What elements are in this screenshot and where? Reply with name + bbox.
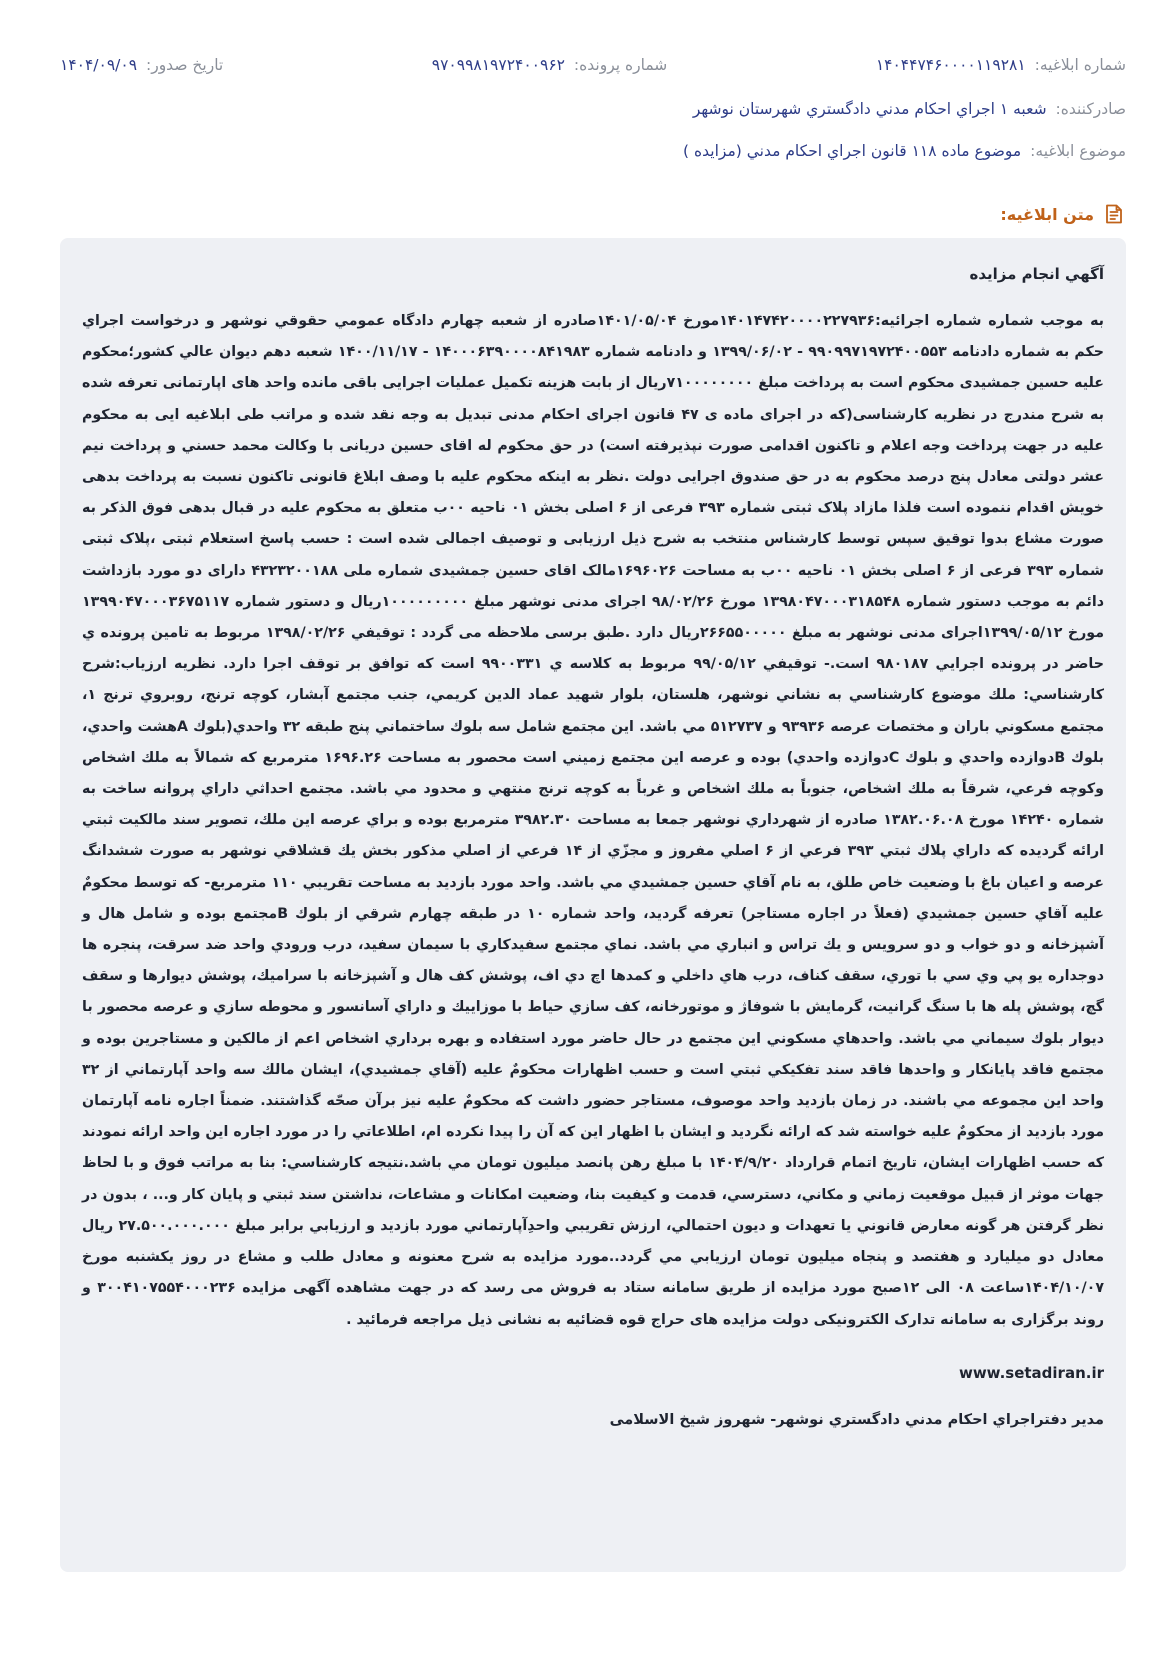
notice-heading: آگهي انجام مزايده [969, 265, 1104, 283]
issuer-value: شعبه ۱ اجراي احکام مدني دادگستري شهرستان نوشهر [692, 100, 1047, 118]
notice-number-label: شماره ابلاغيه: [1034, 56, 1126, 74]
notice-body: به موجب شماره شماره اجرائيه:۱۴۰۱۴۷۴۲۰۰۰۰۲۲۷۹۳۶مورخ ۱۴۰۱/۰۵/۰۴صادره از شعبه چهارم دادگاه عمومي حقوقي نوشهر و درخواست اجراي حکم به شماره دادنامه ۹۹۰۹۹۷۱۹۷۲۴۰۰۵۵۳ - ۱۳۹۹/۰۶/۰۲ و دادنامه شماره ۱۴۰۰۰۶۳۹۰۰۰۰۸۴۱۹۸۳ - ۱۴۰۰/۱۱/۱۷ شعبه دهم ديوان عالي کشور؛محکوم عليه حسين جمشيدی محکوم است به پرداخت مبلغ ۷۱۰۰۰۰۰۰۰۰ريال از بابت هزينه تکميل عمليات اجرايی باقی مانده واحد های اپارتمانی تعرفه شده به شرح مندرج در نظريه کارشناسی(که در اجرای ماده ی ۴۷ قانون اجرای احکام مدنی تبديل به وجه نقد شده و مراتب طی ابلاغيه ايی به محکوم عليه در جهت پرداخت وجه اعلام و تاکنون اقدامی صورت نپذيرفته است) در حق محکوم له اقای حسين دريانی با وکالت محمد حسني و پرداخت نيم عشر دولتی معادل پنج درصد محکوم به در حق صندوق اجرايی دولت .نظر به اينکه محکوم عليه با وصف ابلاغ قانونی تاکنون نسبت به پرداخت بدهی خويش اقدام ننموده است فلذا مازاد پلاک ثبتی شماره ۳۹۳ فرعی از ۶ اصلی بخش ۰۱ ناحيه ۰۰ب متعلق به محکوم عليه در قبال بدهی فوق الذکر به صورت مشاع بدوا توقيق سپس توسط کارشناس منتخب به شرح ذيل ارزيابی و توصيف اجمالی شده است : حسب پاسخ استعلام ثبتی ،پلاک ثبتی شماره ۳۹۳ فرعی از ۶ اصلی بخش ۰۱ ناحيه ۰۰ب به مساحت ۱۶۹۶۰۲۶مالک اقای حسين جمشيدی شماره ملی ۴۳۲۳۲۰۰۱۸۸ دارای دو مورد بازداشت دائم به موجب دستور شماره ۱۳۹۸۰۴۷۰۰۰۳۱۸۵۴۸ مورخ ۹۸/۰۲/۲۶ اجرای مدنی نوشهر مبلغ ۱۰۰۰۰۰۰۰۰۰ريال و دستور شماره ۱۳۹۹۰۴۷۰۰۰۳۶۷۵۱۱۷ مورخ ۱۳۹۹/۰۵/۱۲اجرای مدنی نوشهر به مبلغ ۲۶۶۵۵۰۰۰۰۰ريال دارد .طبق برسی ملاحظه می گردد : توقيفي ۱۳۹۸/۰۲/۲۶ مربوط به تامين پرونده ي حاضر در پرونده اجرايي ۹۸۰۱۸۷ است.- توقيفي ۹۹/۰۵/۱۲ مربوط به کلاسه ي ۹۹۰۰۳۳۱ است كه توافق بر توقف اجرا دارد. نظريه ارزياب:شرح کارشناسي: ملك موضوع كارشناسي به نشاني نوشهر، هلستان، بلوار شهيد عماد الدين كريمي، جنب مجتمع آبشار، كوچه ترنج، روبروي ترنج ۱، مجتمع مسكوني باران و مختصات عرصه ۹۳۹۳۶ و ۵۱۲۷۳۷ مي باشد. اين مجتمع شامل سه بلوك ساختماني پنج طبقه ۳۲ واحدي(بلوك Aهشت واحدي، بلوك Bدوازده واحدي و بلوك Cدوازده واحدي) بوده و عرصه اين مجتمع زميني است محصور به مساحت ۱۶۹۶.۲۶ مترمربع كه شمالاً به ملك اشخاص وكوچه فرعي، شرقاً به ملك اشخاص، جنوباً به ملك اشخاص و غرباً به كوچه ترنج منتهي و محدود مي باشد. مجتمع احداثي داراي پروانه ساخت به شماره ۱۴۲۴۰ مورخ ۱۳۸۲.۰۶.۰۸ صادره از شهرداري نوشهر جمعا به مساحت ۳۹۸۲.۳۰ مترمربع بوده و براي عرصه اين ملك، تصوير سند مالكيت ثبتي ارائه گرديده كه داراي پلاك ثبتي ۳۹۳ فرعي از ۶ اصلي مفروز و مجزّي از ۱۴ فرعي از اصلي مذكور بخش يك قشلاقي نوشهر به صورت ششدانگ عرصه و اعيان باغ با وضعيت خاص طلق، به نام آقاي حسين جمشيدي مي باشد. واحد مورد بازديد به مساحت تقريبي ۱۱۰ مترمربع- كه توسط محكومٌ عليه آقاي حسين جمشيدي (فعلاً در اجاره مستاجر) تعرفه گرديد، واحد شماره ۱۰ در طبقه چهارم شرقي از بلوك Bمجتمع بوده و شامل هال و آشپزخانه و دو خواب و دو سرويس و يك تراس و انباري مي باشد. نماي مجتمع سفيدكاري با سيمان سفيد، درب ورودي واحد ضد سرقت، پنجره ها دوجداره يو پي وي سي با توري، سقف كناف، درب هاي داخلي و كمدها اچ دي اف، پوشش كف هال و آشپزخانه با سراميك، پوشش ديوارها و سقف گچ، پوشش پله ها با سنگ گرانيت، گرمايش با شوفاژ و موتورخانه، كف سازي حياط با موزاييك و داراي آسانسور و محوطه سازي و عرصه محصور با ديوار بلوك سيماني مي باشد. واحدهاي مسكوني اين مجتمع در حال حاضر مورد استفاده و بهره برداري اشخاص اعم از مالكين و مستاجرين بوده و مجتمع فاقد پايانكار و واحدها فاقد سند تفكيكي ثبتي است و حسب اظهارات محكومٌ عليه (آقاي جمشيدي)، ايشان مالك سه واحد آپارتماني از ۳۲ واحد اين مجموعه مي باشند. در زمان بازديد واحد موصوف، مستاجر حضور داشت كه محكومٌ عليه نيز برآن صحّه گذاشتند. ضمناً اجاره نامه آپارتمان مورد بازديد از محكومٌ عليه خواسته شد كه ارائه نگرديد و ايشان با اظهار اين كه آن را پيدا نكرده ام، اطلاعاتي را در مورد اجاره اين واحد ارائه نمودند كه حسب اظهارات ايشان، تاريخ اتمام قرارداد ۱۴۰۴/۹/۲۰ با مبلغ رهن پانصد ميليون تومان مي باشد.نتيجه كارشناسي: بنا به مراتب فوق و با لحاظ جهات موثر از قبيل موقعيت زماني و مكاني، دسترسي، قدمت و كيفيت بنا، وضعيت امكانات و مشاعات، نداشتن سند ثبتي و پايان كار و... ، بدون در نظر گرفتن هر گونه معارض قانوني يا تعهدات و ديون احتمالي، ارزش تقريبي واحدِآپارتماني مورد بازديد و ارزيابي برابر مبلغ ۲۷.۵۰۰.۰۰۰.۰۰۰ ريال معادل دو ميليارد و هفتصد و پنجاه ميليون تومان ارزيابي مي گردد..مورد مزايده به شرح معنونه و معادل طلب و مشاع در روز يکشنبه مورخ ۱۴۰۴/۱۰/۰۷ساعت ۰۸ الی ۱۲صبح مورد مزايده از طريق سامانه ستاد به فروش می رسد که در جهت مشاهده آگهی مزايده ۳۰۰۴۱۰۷۵۵۴۰۰۰۲۳۶ و روند برگزاری به سامانه تدارک الکترونيکی دولت مزايده های حراج قوه قضائيه به نشانی ذيل مراجعه فرمائيد . [82, 313, 1105, 1328]
issue-date-value: ۱۴۰۴/۰۹/۰۹ [60, 56, 138, 74]
issuer-row [60, 100, 1126, 118]
issue-date-label: تاريخ صدور: [145, 56, 224, 74]
notice-number-value: ۱۴۰۴۴۷۴۶۰۰۰۰۱۱۹۲۸۱ [875, 56, 1026, 74]
section-title-text: متن ابلاغيه: [1000, 204, 1094, 224]
setad-link-text[interactable]: www.setadiran.ir [958, 1363, 1104, 1382]
case-number [432, 56, 668, 74]
case-number-label: شماره پرونده: [573, 56, 668, 74]
document-text-icon [1102, 202, 1126, 226]
notice-number [876, 56, 1126, 74]
setad-link[interactable] [82, 1364, 1104, 1382]
issuer-label: صادرکننده: [1055, 100, 1126, 118]
case-number-value: ۹۷۰۹۹۸۱۹۷۲۴۰۰۹۶۲ [431, 56, 565, 74]
header-meta-row [60, 56, 1126, 74]
issue-date [60, 56, 223, 74]
notice-content-box [60, 238, 1126, 1572]
notice-text-section-title [1000, 202, 1126, 226]
subject-label: موضوع ابلاغيه: [1030, 142, 1126, 160]
signature: مدير دفتراجراي احكام مدني دادگستري نوشهر- شهروز شيخ الاسلامی [609, 1411, 1104, 1428]
subject-value: موضوع ماده ۱۱۸ قانون اجراي احکام مدني (مزايده ) [683, 142, 1022, 160]
subject-row [60, 142, 1126, 160]
